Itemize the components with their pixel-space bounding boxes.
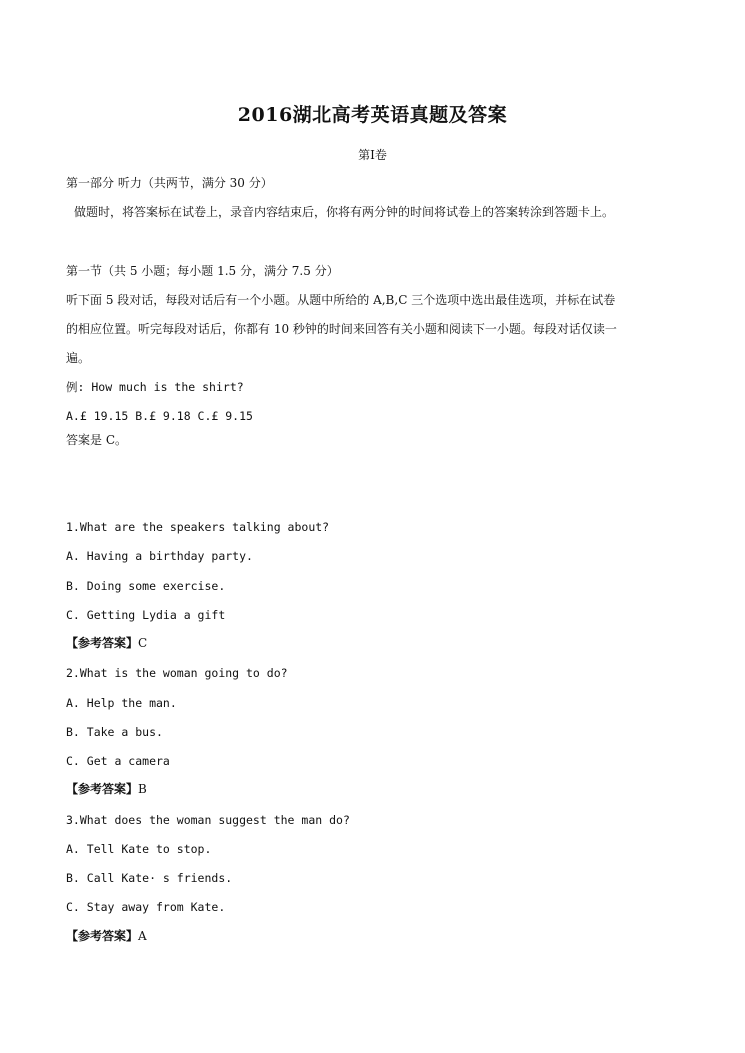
- section1-desc-line2: 的相应位置。听完每段对话后，你都有 10 秒钟的时间来回答有关小题和阅读下一小题。每段对话仅读一: [66, 322, 617, 336]
- answer-value: B: [138, 782, 147, 796]
- section1-desc-line1: 听下面 5 段对话，每段对话后有一个小题。从题中所给的 A,B,C 三个选项中选出最佳选项，并标在试卷: [66, 293, 616, 307]
- question-3-answer: [66, 927, 147, 944]
- question-3-option-a: A. Tell Kate to stop.: [66, 842, 212, 856]
- question-3-option-b: B. Call Kate· s friends.: [66, 871, 233, 885]
- section1-heading: 第一节（共 5 小题；每小题 1.5 分，满分 7.5 分）: [66, 264, 339, 278]
- example-answer: 答案是 C。: [66, 433, 127, 447]
- answer-label: 【参考答案】: [66, 636, 139, 650]
- section1-desc-line3: 遍。: [66, 351, 91, 365]
- answer-value: C: [138, 636, 148, 650]
- document-subtitle: 第Ⅰ卷: [358, 148, 387, 162]
- question-3-option-c: C. Stay away from Kate.: [66, 900, 226, 914]
- answer-label: 【参考答案】: [66, 929, 139, 943]
- question-1-option-b: B. Doing some exercise.: [66, 579, 226, 593]
- answer-label: 【参考答案】: [66, 782, 139, 796]
- example-options: A.£ 19.15 B.£ 9.18 C.£ 9.15: [66, 409, 253, 423]
- question-2-option-c: C. Get a camera: [66, 754, 170, 768]
- question-2-answer: [66, 780, 147, 797]
- question-1-option-a: A. Having a birthday party.: [66, 549, 253, 563]
- example-question: 例: How much is the shirt?: [66, 380, 244, 394]
- question-2-option-b: B. Take a bus.: [66, 725, 163, 739]
- question-2-stem: 2.What is the woman going to do?: [66, 666, 288, 680]
- part1-heading: 第一部分 听力（共两节，满分 30 分）: [66, 176, 273, 190]
- question-1-stem: 1.What are the speakers talking about?: [66, 520, 330, 534]
- part1-instruction: 做题时，将答案标在试卷上，录音内容结束后，你将有两分钟的时间将试卷上的答案转涂到答题卡上。: [74, 205, 615, 219]
- answer-value: A: [138, 929, 147, 943]
- question-3-stem: 3.What does the woman suggest the man do?: [66, 813, 350, 827]
- question-1-answer: [66, 634, 147, 651]
- document-title: 2016湖北高考英语真题及答案: [237, 104, 508, 126]
- question-2-option-a: A. Help the man.: [66, 696, 177, 710]
- question-1-option-c: C. Getting Lydia a gift: [66, 608, 226, 622]
